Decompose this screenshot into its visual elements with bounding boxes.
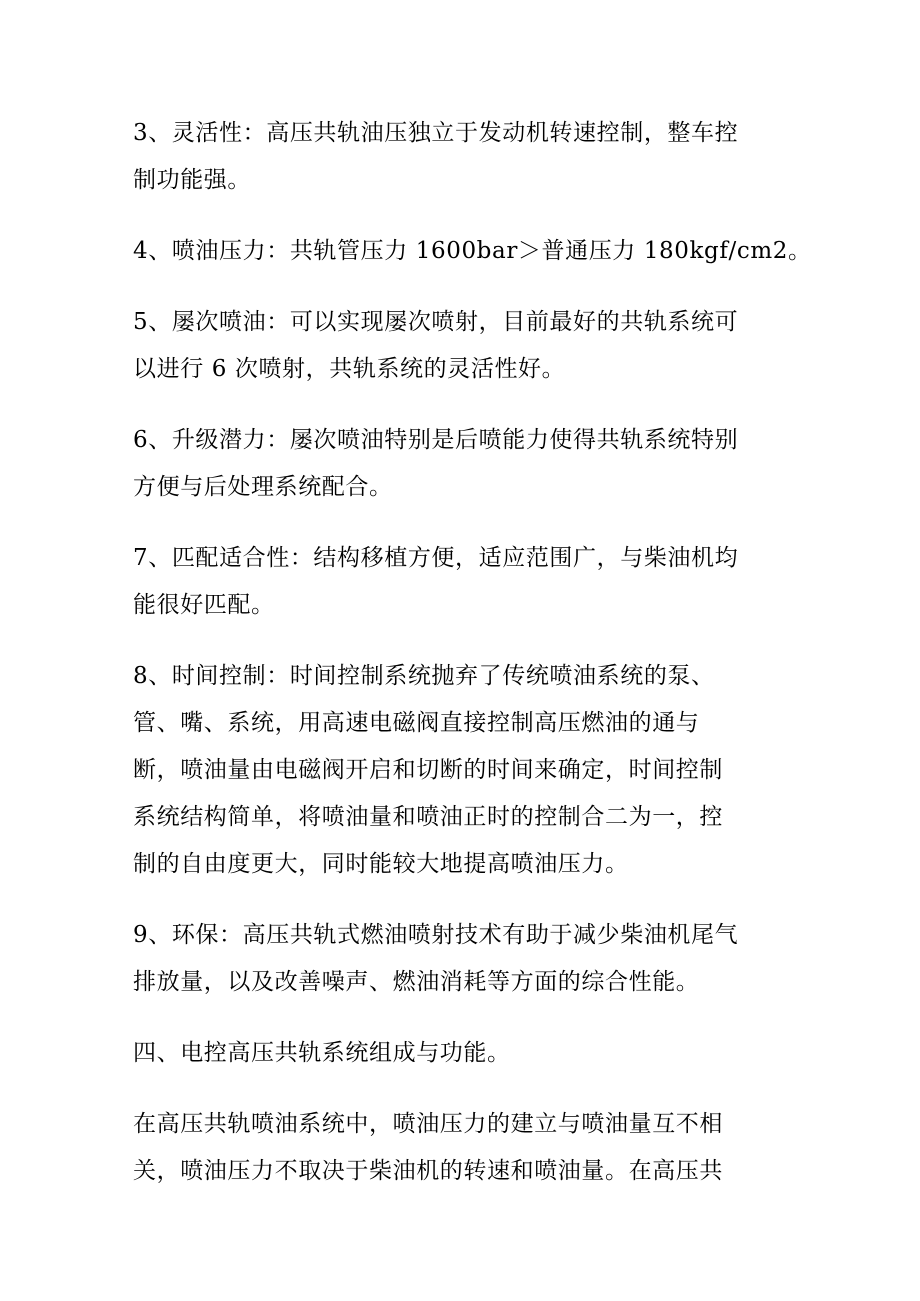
text-line: 断，喷油量由电磁阀开启和切断的时间来确定，时间控制: [133, 757, 723, 783]
document-body: [133, 110, 812, 1219]
section-heading: [133, 1030, 773, 1077]
text-line: 制的自由度更大，同时能较大地提高喷油压力。: [133, 851, 629, 877]
text-line: 9、环保：高压共轨式燃油喷射技术有助于减少柴油机尾气: [133, 922, 739, 948]
text-line: 4、喷油压力：共轨管压力 1600bar＞普通压力 180kgf/cm2。: [133, 238, 812, 264]
text-line: 7、匹配适合性：结构移植方便，适应范围广，与柴油机均: [133, 545, 739, 571]
text-line: 制功能强。: [133, 167, 251, 193]
paragraph-flexibility: [133, 110, 773, 204]
text-line: 5、屡次喷油：可以实现屡次喷射，目前最好的共轨系统可: [133, 309, 739, 335]
paragraph-injection-pressure: [133, 228, 812, 275]
paragraph-time-control: [133, 653, 773, 888]
text-line: 关，喷油压力不取决于柴油机的转速和喷油量。在高压共: [133, 1158, 723, 1184]
text-line: 以进行 6 次喷射，共轨系统的灵活性好。: [133, 356, 566, 382]
paragraph-multiple-injection: [133, 299, 773, 393]
paragraph-matching: [133, 535, 773, 629]
paragraph-upgrade-potential: [133, 417, 773, 511]
text-line: 3、灵活性：高压共轨油压独立于发动机转速控制，整车控: [133, 120, 739, 146]
text-line: 系统结构简单，将喷油量和喷油正时的控制合二为一，控: [133, 804, 723, 830]
paragraph-system-intro: [133, 1101, 773, 1195]
paragraph-environmental: [133, 912, 773, 1006]
text-line: 能很好匹配。: [133, 592, 275, 618]
text-line: 8、时间控制：时间控制系统抛弃了传统喷油系统的泵、: [133, 663, 715, 689]
text-line: 管、嘴、系统，用高速电磁阀直接控制高压燃油的通与: [133, 710, 700, 736]
text-line: 方便与后处理系统配合。: [133, 474, 393, 500]
text-line: 6、升级潜力：屡次喷油特别是后喷能力使得共轨系统特别: [133, 427, 739, 453]
text-line: 排放量，以及改善噪声、燃油消耗等方面的综合性能。: [133, 969, 700, 995]
text-line: 四、电控高压共轨系统组成与功能。: [133, 1040, 511, 1066]
text-line: 在高压共轨喷油系统中，喷油压力的建立与喷油量互不相: [133, 1111, 723, 1137]
